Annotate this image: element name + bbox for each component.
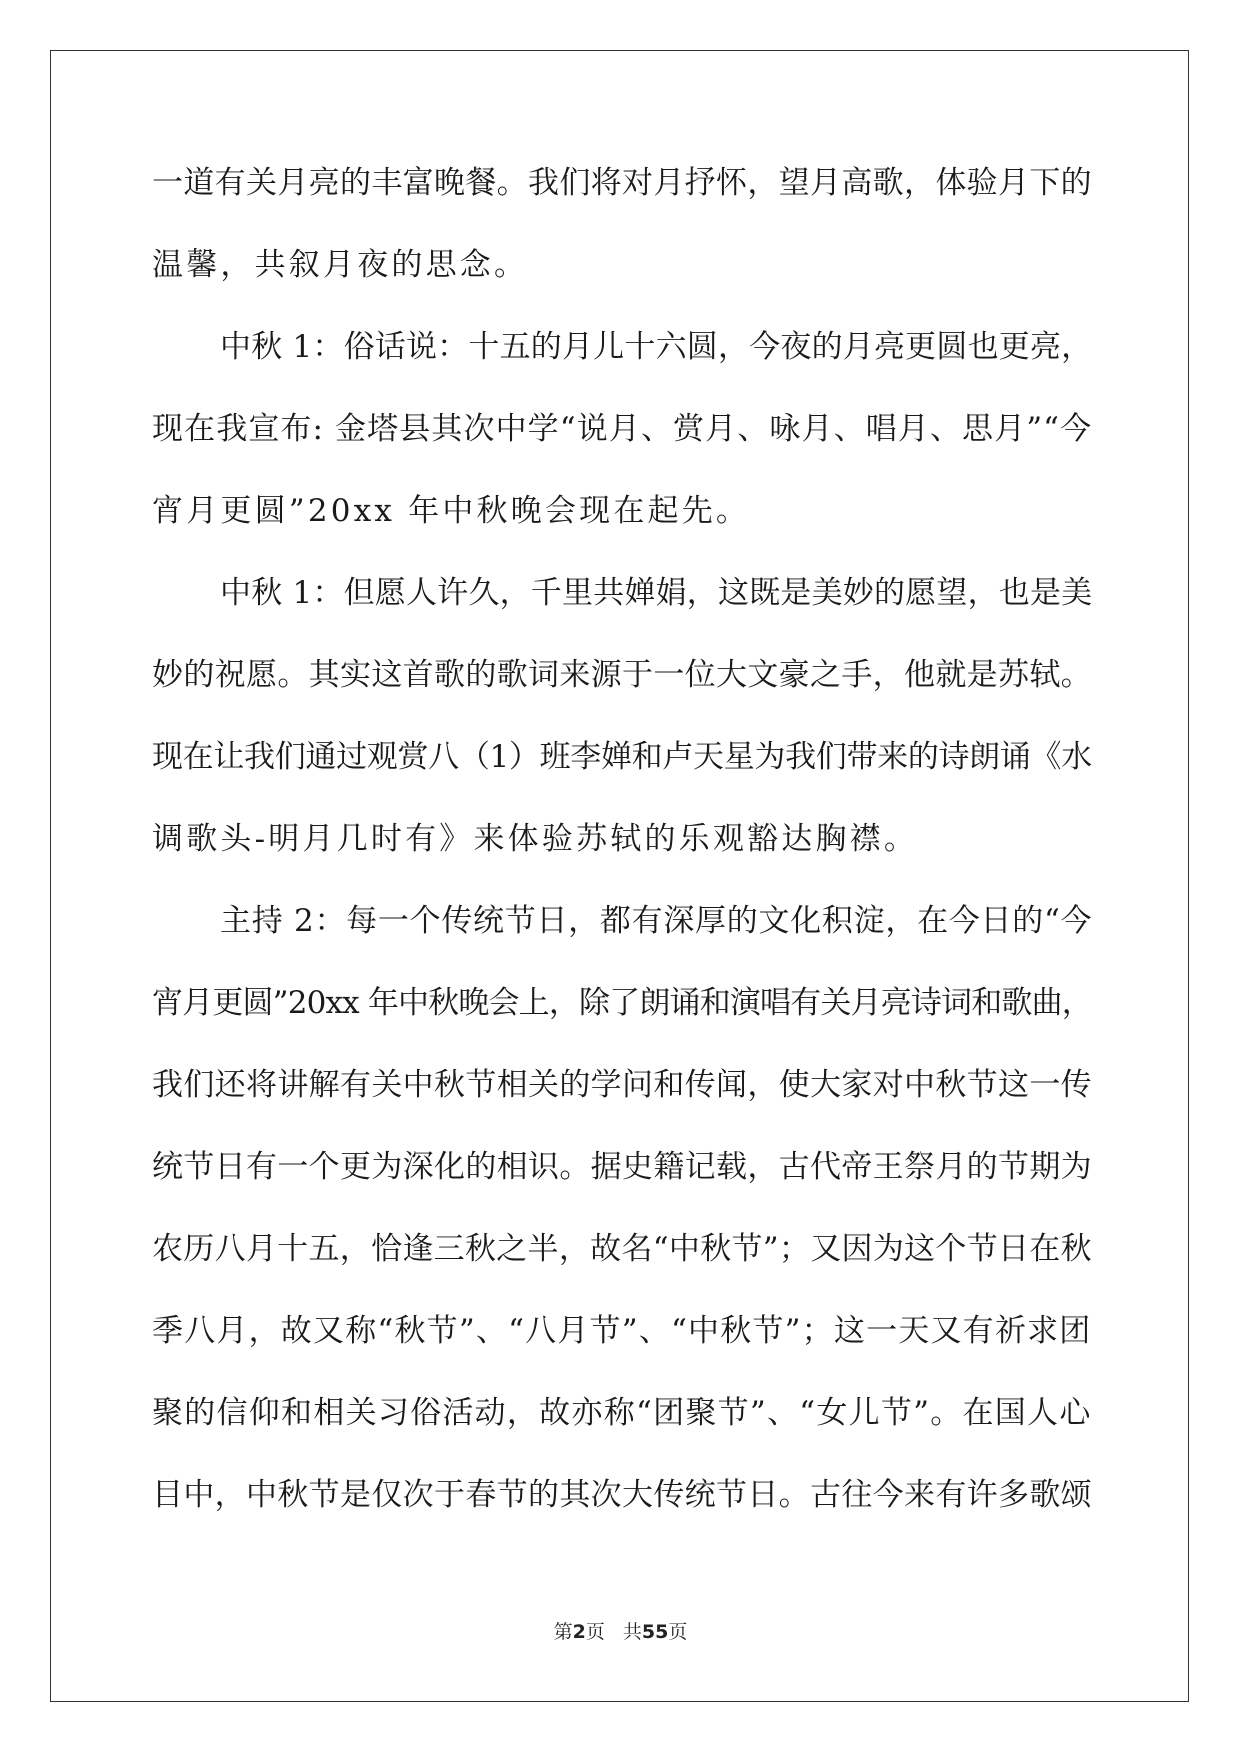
text-line: 调歌头-明月几时有》来体验苏轼的乐观豁达胸襟。: [152, 821, 919, 857]
text-line: 季八月，故又称“秋节”、“八月节”、“中秋节”；这一天又有祈求团: [152, 1313, 1092, 1349]
current-page-number: 2: [572, 1621, 586, 1643]
text-line: 目中，中秋节是仅次于春节的其次大传统节日。古往今来有许多歌颂: [152, 1477, 1092, 1513]
page-suffix: 页: [585, 1621, 605, 1643]
page-footer: [0, 1617, 1241, 1644]
total-prefix: 共: [622, 1621, 642, 1643]
paragraph-start: 中秋 1：俗话说：十五的月儿十六圆，今夜的月亮更圆也更亮，: [220, 329, 1093, 365]
paragraph-start: 主持 2：每一个传统节日，都有深厚的文化积淀，在今日的“今: [220, 903, 1093, 939]
text-line: 现在我宣布: 金塔县其次中学“说月、赏月、咏月、唱月、思月”“今: [152, 411, 1093, 447]
text-line: 一道有关月亮的丰富晚餐。我们将对月抒怀，望月高歌，体验月下的: [152, 165, 1092, 201]
paragraph-start: 中秋 1：但愿人许久，千里共婵娟，这既是美妙的愿望，也是美: [220, 575, 1093, 611]
text-line: 我们还将讲解有关中秋节相关的学问和传闻，使大家对中秋节这一传: [152, 1067, 1092, 1103]
text-line: 妙的祝愿。其实这首歌的歌词来源于一位大文豪之手，他就是苏轼。: [152, 657, 1092, 693]
text-line: 农历八月十五，恰逢三秋之半，故名“中秋节”；又因为这个节日在秋: [152, 1231, 1092, 1267]
total-suffix: 页: [668, 1621, 688, 1643]
page-prefix: 第: [553, 1621, 573, 1643]
text-line: 聚的信仰和相关习俗活动，故亦称“团聚节”、“女儿节”。在国人心: [152, 1395, 1092, 1431]
text-line: 宵月更圆”20xx 年中秋晚会上，除了朗诵和演唱有关月亮诗词和歌曲，: [152, 985, 1092, 1021]
total-page-count: 55: [641, 1621, 669, 1643]
text-line: 温馨，共叙月夜的思念。: [152, 247, 529, 283]
text-line: 宵月更圆”20xx 年中秋晚会现在起先。: [152, 493, 751, 529]
document-body: [152, 163, 1092, 1557]
text-line: 现在让我们通过观赏八（1）班李婵和卢天星为我们带来的诗朗诵《水: [152, 739, 1092, 775]
text-line: 统节日有一个更为深化的相识。据史籍记载，古代帝王祭月的节期为: [152, 1149, 1092, 1185]
